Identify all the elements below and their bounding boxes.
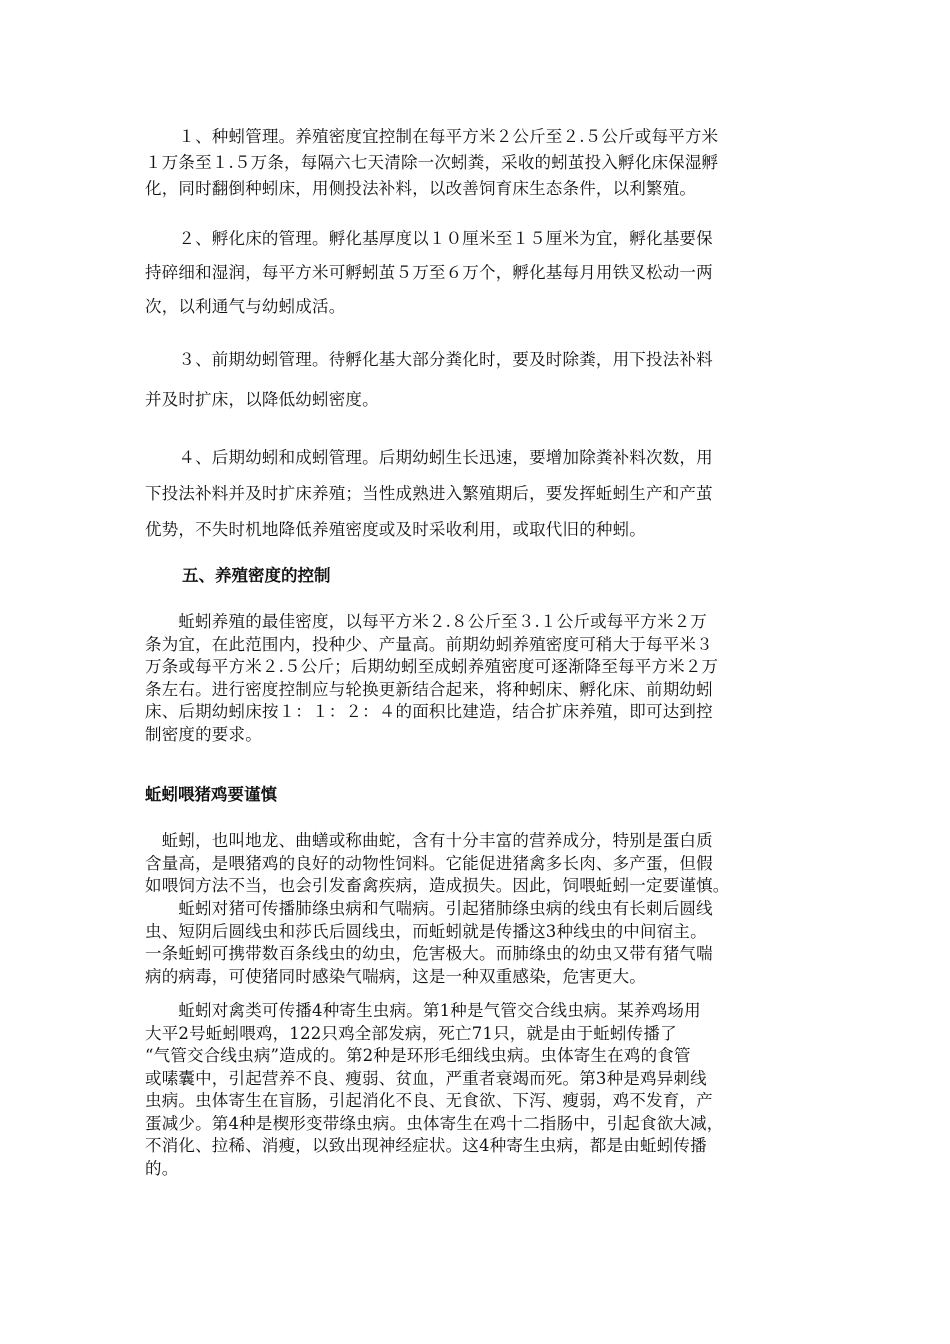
paragraph-early-juvenile-management (145, 340, 810, 420)
text-line: 含量高，是喂猪鸡的良好的动物性饲料。它能促进猪禽多长肉、多产蛋，但假 (145, 853, 713, 873)
text-line: 条左右。进行密度控制应与轮换更新结合起来，将种蚓床、孵化床、前期幼蚓 (145, 679, 713, 699)
section-heading: 五、养殖密度的控制 (182, 566, 331, 585)
text-line: 优势，不失时机地降低养殖密度或及时采收利用，或取代旧的种蚓。 (145, 520, 646, 539)
text-line: 床、后期幼蚓床按１：１：２：４的面积比建造，结合扩床养殖，即可达到控 (145, 702, 713, 721)
text-line: 病的病毒，可使猪同时感染气喘病，这是一种双重感染，危害更大。 (145, 966, 646, 986)
article-paragraph-intro (145, 830, 810, 898)
text-line: 蛋减少。第4种是楔形变带绦虫病。虫体寄生在鸡十二指肠中，引起食欲大减， (145, 1113, 724, 1133)
text-line: 虫病。虫体寄生在盲肠，引起消化不良、无食欲、下泻、瘦弱，鸡不发育，产 (145, 1091, 713, 1110)
article-title: 蚯蚓喂猪鸡要谨慎 (145, 785, 277, 804)
text-line: 的。 (145, 1158, 179, 1178)
text-line: 持碎细和湿润，每平方米可孵蚓茧５万至６万个，孵化基每月用铁叉松动一两 (145, 263, 713, 282)
paragraph-late-juvenile-adult-management (145, 440, 810, 548)
text-line: 蚯蚓对禽类可传播4种寄生虫病。第1种是气管交合线虫病。某养鸡场用 (145, 1001, 701, 1020)
text-line: 化，同时翻倒种蚓床，用侧投法补料，以改善饲育床生态条件，以利繁殖。 (145, 179, 697, 198)
paragraph-hatching-bed-management (145, 222, 810, 324)
text-line: ３、前期幼蚓管理。待孵化基大部分粪化时，要及时除粪，用下投法补料 (145, 350, 713, 369)
text-line: １、种蚓管理。养殖密度宜控制在每平方米２公斤至２.５公斤或每平方米 (145, 127, 719, 146)
text-line: 并及时扩床，以降低幼蚓密度。 (145, 390, 379, 409)
text-line: 蚯蚓对猪可传播肺绦虫病和气喘病。引起猪肺绦虫病的线虫有长刺后圆线 (145, 899, 713, 918)
text-line: 次，以利通气与幼蚓成活。 (145, 297, 346, 316)
text-line: １万条至１.５万条，每隔六七天清除一次蚓粪，采收的蚓茧投入孵化床保湿孵 (145, 153, 719, 172)
text-line: 下投法补料并及时扩床养殖；当性成熟进入繁殖期后，要发挥蚯蚓生产和产茧 (145, 484, 713, 503)
text-line: 万条或每平方米２.５公斤；后期幼蚓至成蚓养殖密度可逐渐降至每平方米２万 (145, 657, 719, 676)
text-line: 或嗉囊中，引起营养不良、瘦弱、贫血，严重者衰竭而死。第3种是鸡异刺线 (145, 1068, 707, 1088)
text-line: 一条蚯蚓可携带数百条线虫的幼虫，危害极大。而肺绦虫的幼虫又带有猪气喘 (145, 944, 713, 963)
text-line: 制密度的要求。 (145, 724, 262, 744)
text-line: 如喂饲方法不当，也会引发畜禽疾病，造成损失。因此，饲喂蚯蚓一定要谨慎。 (145, 876, 730, 895)
text-line: ２、孵化床的管理。孵化基厚度以１０厘米至１５厘米为宜，孵化基要保 (145, 229, 713, 248)
article-paragraph-poultry (145, 1000, 810, 1180)
article-paragraph-pigs (145, 898, 810, 988)
text-line: 条为宜，在此范围内，投种少、产量高。前期幼蚓养殖密度可稍大于每平米３ (145, 634, 713, 654)
text-line: 蚯蚓养殖的最佳密度，以每平方米２.８公斤至３.１公斤或每平方米２万 (145, 612, 707, 631)
paragraph-breeder-worm-management (145, 124, 810, 202)
text-line: 不消化、拉稀、消瘦，以致出现神经症状。这4种寄生虫病，都是由蚯蚓传播 (145, 1136, 707, 1155)
text-line: ４、后期幼蚓和成蚓管理。后期幼蚓生长迅速，要增加除粪补料次数，用 (145, 448, 713, 467)
text-line: 大平2号蚯蚓喂鸡，122只鸡全部发病，死亡71只，就是由于蚯蚓传播了 (145, 1023, 677, 1043)
text-line: “气管交合线虫病”造成的。第2种是环形毛细线虫病。虫体寄生在鸡的食管 (145, 1046, 691, 1065)
text-line: 虫、短阴后圆线虫和莎氏后圆线虫，而蚯蚓就是传播这3种线虫的中间宿主。 (145, 921, 707, 941)
paragraph-density-control (145, 611, 810, 746)
text-line: 蚯蚓，也叫地龙、曲蟮或称曲蛇，含有十分丰富的营养成分，特别是蛋白质 (145, 831, 713, 850)
